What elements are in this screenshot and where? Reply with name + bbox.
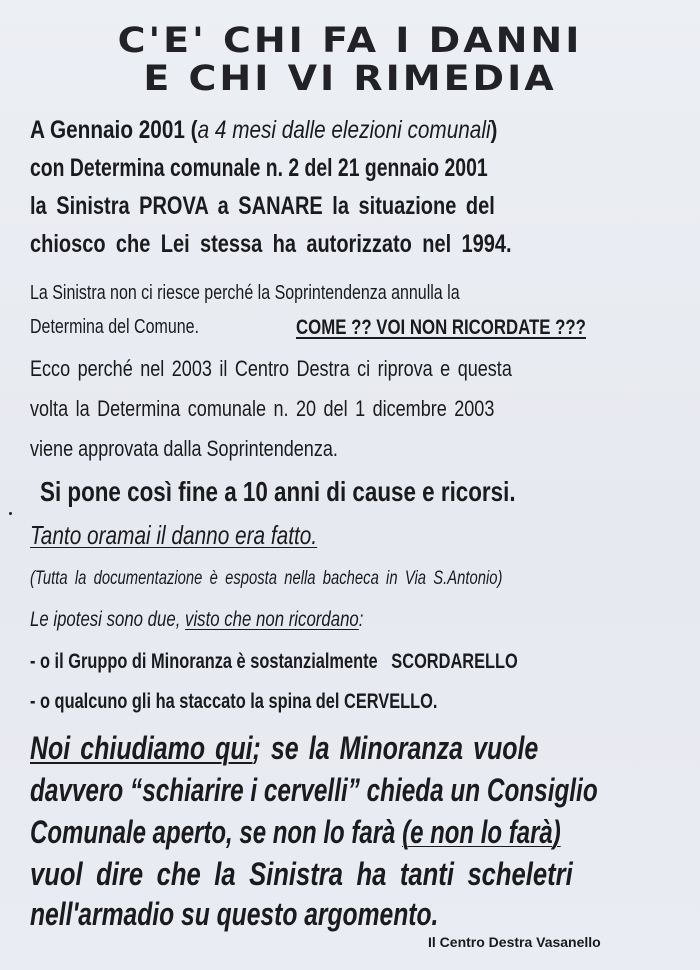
text-segment: la Sinistra PROVA a SANARE la situazione del: [30, 192, 495, 220]
headline-line-2: E CHI VI RIMEDIA: [143, 57, 557, 99]
text-segment: nell'armadio su questo argomento.: [30, 896, 439, 932]
text-segment: Ecco perché nel 2003 il Centro Destra ci riprova e questa: [30, 356, 512, 381]
paragraph-1-line-1: [30, 116, 674, 145]
underlined-segment: (e non lo farà): [402, 814, 561, 850]
text-segment: Comunale aperto, se non lo farà: [30, 814, 403, 850]
text-segment: A Gennaio 2001 (: [30, 116, 198, 144]
paragraph-9-line-1: [30, 730, 674, 767]
text-segment: ): [490, 116, 498, 144]
text-segment: - o qualcuno gli ha staccato la spina del CERVELLO.: [30, 690, 438, 713]
paragraph-9-line-3: [30, 814, 674, 851]
paragraph-4-line-1: [40, 476, 684, 508]
text-segment: vuol dire che la Sinistra ha tanti scheletri: [30, 856, 573, 892]
paragraph-1-line-4: [30, 230, 674, 259]
text-segment: COME ?? VOI NON RICORDATE ???: [296, 316, 586, 339]
paragraph-1-line-2: [30, 154, 674, 183]
text-segment: davvero “schiarire i cervelli” chieda un Consiglio: [30, 772, 598, 808]
text-segment: con Determina comunale n. 2 del 21 gennaio 2001: [30, 154, 488, 182]
paragraph-8-hypothesis-2: [30, 690, 674, 714]
text-segment: ; se la Minoranza vuole: [252, 730, 539, 766]
text-segment: viene approvata dalla Soprintendenza.: [30, 436, 338, 461]
text-segment: Determina del Comune.: [30, 316, 199, 338]
text-segment: Tanto oramai il danno era fatto.: [30, 520, 318, 550]
paragraph-4-line-2: [30, 520, 674, 551]
paragraph-5-note: [30, 568, 674, 590]
callout-remember: [296, 316, 658, 340]
paragraph-3-line-2: [30, 396, 674, 422]
text-segment: Si pone così fine a 10 anni di cause e ricorsi.: [40, 476, 516, 507]
text-segment: Le ipotesi sono due,: [30, 608, 186, 631]
paragraph-7-hypothesis-1: [30, 650, 674, 674]
underlined-segment: visto che non ricordano: [185, 608, 359, 631]
paragraph-9-line-4: [30, 856, 674, 893]
paragraph-9-line-2: [30, 772, 674, 809]
signature: Il Centro Destra Vasanello: [428, 934, 601, 950]
italic-segment: a 4 mesi dalle elezioni comunali: [197, 116, 491, 144]
text-segment: (Tutta la documentazione è esposta nella bacheca in Via S.Antonio): [30, 568, 503, 589]
ink-dot: [9, 512, 12, 515]
paragraph-3-line-1: [30, 356, 674, 382]
paragraph-3-line-3: [30, 436, 674, 462]
text-segment: La Sinistra non ci riesce perché la Soprintendenza annulla la: [30, 282, 460, 304]
text-segment: - o il Gruppo di Minoranza è sostanzialmente SCORDARELLO: [30, 650, 518, 673]
paragraph-2-line-1: [30, 282, 674, 305]
text-segment: chiosco che Lei stessa ha autorizzato nel 1994.: [30, 230, 512, 258]
text-segment: :: [358, 608, 364, 631]
headline-line-1: C'E' CHI FA I DANNI: [117, 19, 583, 61]
paragraph-1-line-3: [30, 192, 674, 221]
text-segment: volta la Determina comunale n. 20 del 1 dicembre 2003: [30, 396, 495, 421]
underlined-segment: Noi chiudiamo qui: [30, 730, 253, 766]
paragraph-6: [30, 608, 674, 632]
paragraph-9-line-5: [30, 896, 674, 933]
